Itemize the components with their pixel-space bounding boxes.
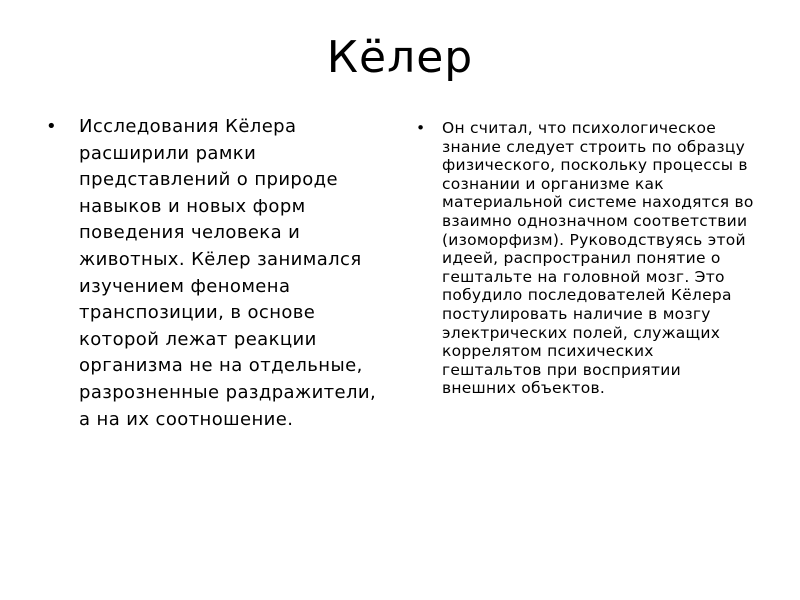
- slide-title: Кёлер: [326, 32, 474, 83]
- left-column-list: [46, 114, 386, 433]
- bullet-icon: •: [416, 119, 426, 137]
- right-column-list: [416, 119, 756, 398]
- bullet-icon: •: [46, 116, 58, 137]
- left-column-text: Исследования Кёлера расширили рамки представлений о природе навыков и новых форм поведения человека и животных. Кёлер занимался изучением феномена транспозиции, в основе которой лежат реакции организма не на отдельные, разрозненные раздражители, а на их соотношение.: [79, 116, 377, 430]
- right-bullet-item: [416, 119, 756, 398]
- left-bullet-item: [46, 114, 386, 433]
- right-column-text: Он считал, что психологическое знание следует строить по образцу физического, поскольку процессы в сознании и организме как материальной системе находятся во взаимно однозначном соответствии (изоморфизм). Руководствуясь этой идеей, распространил понятие о гештальте на головной мозг. Это побудило последователей Кёлера постулировать наличие в мозгу электрических полей, служащих коррелятом психических гештальтов при восприятии внешних объектов.: [442, 119, 754, 398]
